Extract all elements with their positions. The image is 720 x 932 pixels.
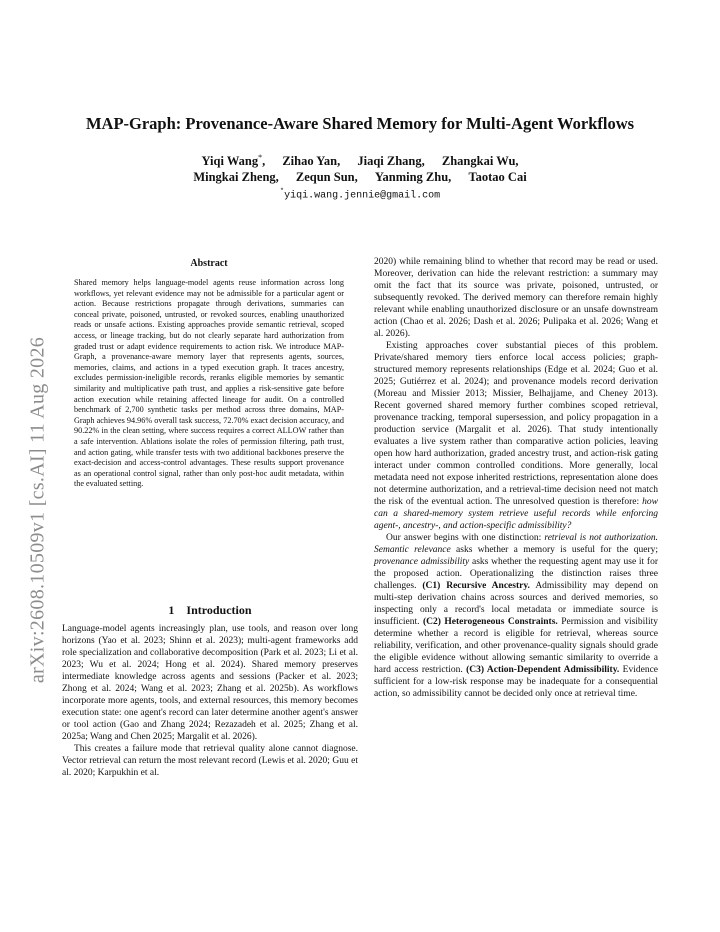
arxiv-id: arXiv:2608.10509v1 [cs.AI] 11 Aug 2026 (26, 336, 49, 684)
paragraph: Our answer begins with one distinction: retrieval is not authorization. Semantic relevance asks whether a memory is useful for the query; provenance admissibility asks whether the requesting agent may use it for the proposed action. Operationalizing the distinction raises three challenges. (C1) Recursive Ancestry. Admissibility may depend on multi-step derivation chains across sources and derived memories, so inspecting only a record's local metadata or immediate source is insufficient. (C2) Heterogeneous Constraints. Permission and visibility determine whether a record is eligible for retrieval, whereas source reliability, verification, and other provenance-quality signals should grade the eligible evidence without allowing semantic similarity to override a hard access restriction. (C3) Action-Dependent Admissibility. Evidence sufficient for a low-risk response may be inadequate for a consequential action, so admissibility cannot be decided only once at retrieval time. (374, 533, 659, 699)
author: Jiaqi Zhang, (357, 154, 425, 169)
abstract-heading: Abstract (190, 258, 228, 269)
paragraph: This creates a failure mode that retrieval quality alone cannot diagnose. Vector retrieval can return the most relevant record (Lewis et al. 2020; Guu et al. 2020; Karpukhin et al. (62, 744, 358, 778)
author: Zhangkai Wu, (441, 154, 519, 169)
paragraph: 2020) while remaining blind to whether that record may be read or used. Moreover, derivation can hide the relevant restriction: a summary may omit the fact that its source was private, poisoned, untrusted, or subsequently revoked. The derived memory can therefore remain highly relevant while enabling unauthorized disclosure or an unsafe downstream action (Chao et al. 2026; Dash et al. 2026; Pulipaka et al. 2026; Wang et al. 2026). (374, 257, 658, 339)
abstract-text: Shared memory helps language-model agents reuse information across long workflows, yet relevant evidence may not be admissible for a particular agent or action. Because restrictions propagate through derivations, summaries can conceal private, poisoned, untrusted, or revoked sources, enabling unauthorized reads or unsafe actions. Existing approaches provide semantic retrieval, scoped access, or lineage tracking, but do not clearly separate hard authorization from graded trust or adapt evidence requirements to action risk. We introduce MAP-Graph, a provenance-aware memory layer that represents agents, sources, memories, claims, and actions in a typed execution graph. It traces ancestry, excludes permission-ineligible records, reranks eligible memories by semantic similarity and multiplicative path trust, and applies a risk-sensitive gate before action execution while retaining affected lineage for audit. On a controlled benchmark of 2,700 synthetic tasks per method across three domains, MAP-Graph achieves 94.96% overall task success, 72.70% exact decision accuracy, and 90.22% in the clean setting, where success requires a correct ALLOW rather than a safe intervention. Ablations isolate the roles of permission filtering, path trust, and action gating, while transfer tests with two additional backbones preserve the exact-decision and access-control advantages. These results support provenance as an operational control signal, rather than only post-hoc audit metadata, within the evaluated setting. (74, 278, 344, 489)
author: Mingkai Zheng, (193, 170, 279, 185)
author-line-1 (60, 150, 660, 169)
left-column-body (62, 623, 358, 779)
author: Yanming Zhu, (374, 170, 452, 185)
author-email: *yiqi.wang.jennie@gmail.com (279, 188, 441, 202)
author: Zihao Yan, (282, 154, 341, 169)
section-heading: 1 Introduction (168, 603, 252, 617)
paper-title: MAP-Graph: Provenance-Aware Shared Memory for Multi-Agent Workflows (85, 114, 635, 133)
paragraph: Existing approaches cover substantial pieces of this problem. Private/shared memory tiers enforce local access policies; graph-structured memory represents relationships (Edge et al. 2024; Guo et al. 2025; Gutiérrez et al. 2024); and provenance models record derivation (Moreau and Missier 2013; Missier, Belhajjame, and Cheney 2013). Recent governed shared memory further combines scoped retrieval, provenance tracking, temporal supersession, and policy propagation in a production service (Margalit et al. 2026). That study intentionally evaluates a live system rather than comparative action policies, leaving open how hard authorization, graded ancestry trust, and action-risk gating interact under common controlled conditions. More generally, local metadata need not expose inherited restrictions, representation alone does not determine authorization, and a retrieval-time decision need not match the risk of the eventual action. The unresolved question is therefore: how can a shared-memory system retrieve useful records while enforcing agent-, ancestry-, and action-specific admissibility? (374, 341, 659, 531)
author-list (60, 150, 660, 185)
paragraph: Language-model agents increasingly plan, use tools, and reason over long horizons (Yao et al. 2023; Shinn et al. 2023); multi-agent frameworks add role specialization and collaborative decomposition (Park et al. 2023; Li et al. 2023; Wu et al. 2024; Hong et al. 2024). Shared memory preserves intermediate knowledge across agents and sessions (Packer et al. 2023; Zhong et al. 2024; Wang et al. 2023; Zhang et al. 2025b). As workflows incorporate more agents, tools, and external resources, this memory becomes execution state: one agent's record can later determine another agent's answer or tool action (Gao and Zhang 2024; Rezazadeh et al. 2025; Zhang et al. 2025a; Wang and Chen 2025; Margalit et al. 2026). (62, 624, 358, 742)
author: Yiqi Wang*, (201, 153, 266, 169)
arxiv-stamp (18, 336, 58, 684)
author: Zequn Sun, (295, 170, 358, 185)
right-column-body (374, 256, 658, 700)
author: Taotao Cai (468, 170, 527, 185)
author-line-2 (60, 169, 660, 185)
